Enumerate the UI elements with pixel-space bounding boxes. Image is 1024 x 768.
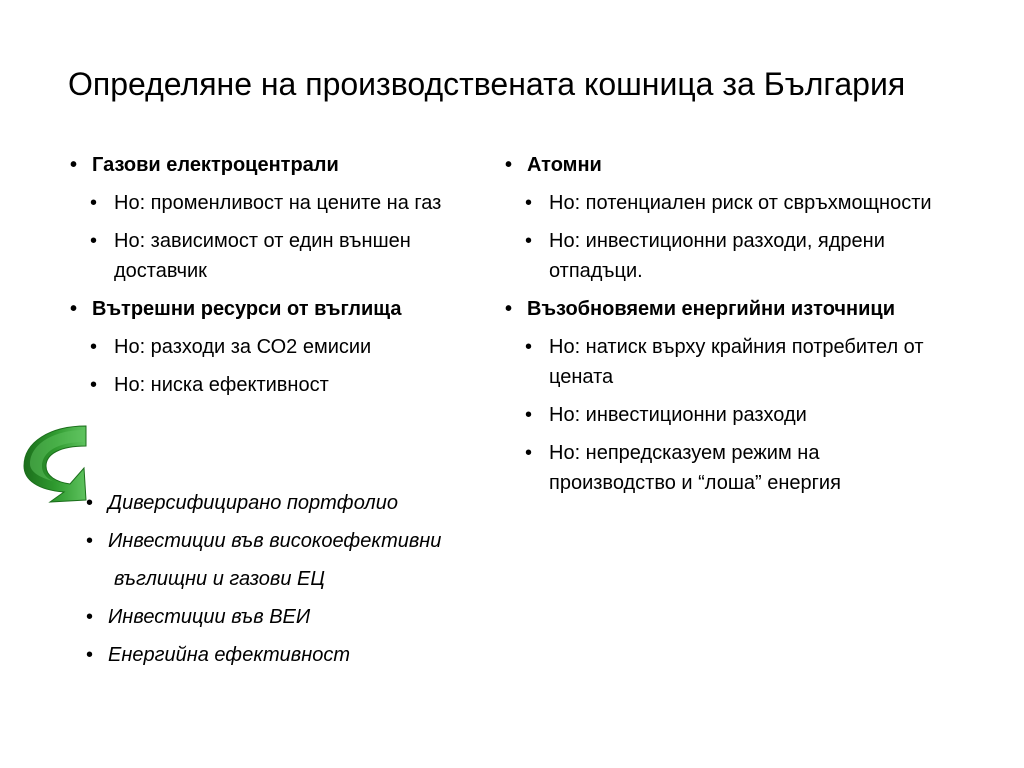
bullet-icon: • [70,298,78,320]
sub-item [68,370,508,400]
item-label: Вътрешни ресурси от въглища [92,298,402,320]
item-label: Газови електроцентрали [92,154,339,176]
bullet-icon: • [525,442,533,464]
list-item-coal-resources [68,294,508,324]
item-label: Атомни [527,154,602,176]
sub-item [68,332,508,362]
sub-item [503,332,943,392]
sub-item [503,226,943,286]
sub-item-text: Но: инвестиционни разходи, ядрени отпадъци. [549,230,885,282]
bullet-icon: • [90,192,98,214]
sub-item [503,438,943,498]
sub-item-text: Но: инвестиционни разходи [549,404,807,426]
left-column [68,150,508,408]
conclusion-item [84,602,554,632]
bullet-icon: • [86,530,94,552]
bullet-icon: • [70,154,78,176]
bullet-icon: • [505,154,513,176]
sub-item [68,226,508,286]
bullet-icon: • [525,404,533,426]
conclusion-text: Енергийна ефективност [108,644,351,666]
conclusion-text: Инвестиции във ВЕИ [108,606,311,628]
curved-arrow-icon [20,424,90,504]
list-item-renewables [503,294,943,324]
sub-item-text: Но: ниска ефективност [114,374,329,396]
sub-item-text: Но: натиск върху крайния потребител от цената [549,336,924,388]
sub-item-text: Но: разходи за СО2 емисии [114,336,372,358]
sub-item [503,400,943,430]
bullet-icon: • [525,192,533,214]
slide-title: Определяне на производствената кошница за България [68,66,906,102]
bullet-icon: • [86,644,94,666]
conclusions-list [84,488,554,678]
sub-list [68,332,508,400]
bullet-icon: • [90,336,98,358]
item-label: Възобновяеми енергийни източници [527,298,895,320]
conclusion-item [84,640,554,670]
sub-item-text: Но: потенциален риск от свръхмощности [549,192,932,214]
bullet-icon: • [525,230,533,252]
list-item-gas-plants [68,150,508,180]
bullet-icon: • [505,298,513,320]
conclusion-item-continuation [84,564,554,594]
bullet-icon: • [86,492,94,514]
bullet-icon: • [90,230,98,252]
conclusion-text: Инвестиции във високоефективни [108,530,442,552]
bullet-icon: • [525,336,533,358]
bullet-icon: • [90,374,98,396]
right-column [503,150,943,506]
sub-list [503,188,943,286]
conclusion-item [84,526,554,556]
sub-item-text: Но: променливост на цените на газ [114,192,442,214]
sub-list [68,188,508,286]
sub-item-text: Но: непредсказуем режим на производство и “лоша” енергия [549,442,841,494]
sub-item-text: Но: зависимост от един външен доставчик [114,230,411,282]
sub-item [503,188,943,218]
bullet-icon: • [86,606,94,628]
list-item-nuclear [503,150,943,180]
sub-list [503,332,943,498]
conclusion-text: Диверсифицирано портфолио [108,492,398,514]
conclusion-text: въглищни и газови ЕЦ [114,568,325,590]
sub-item [68,188,508,218]
conclusion-item [84,488,554,518]
